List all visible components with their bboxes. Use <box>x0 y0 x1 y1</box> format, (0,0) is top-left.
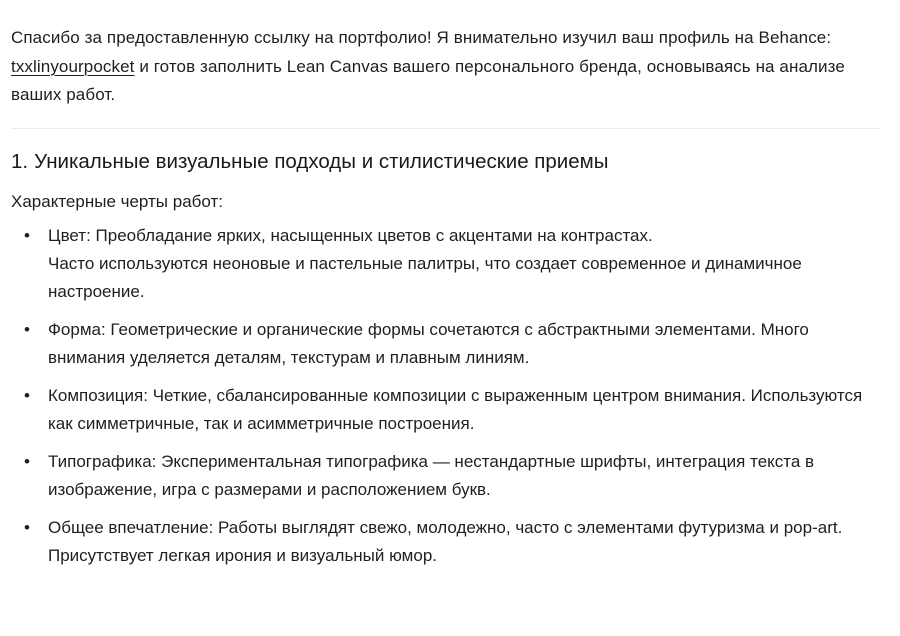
item-text: Преобладание ярких, насыщенных цветов с акцентами на контрастах. <box>90 225 653 245</box>
item-text: Экспериментальная типографика — нестандартные шрифты, интеграция текста в изображение, игра с размерами и расположением букв. <box>48 451 815 499</box>
bullet-icon: • <box>24 319 30 339</box>
bullet-icon: • <box>24 517 30 537</box>
section-heading <box>11 146 880 178</box>
item-term: Общее впечатление: <box>48 517 214 537</box>
bullet-icon: • <box>24 451 30 471</box>
item-text: Четкие, сбалансированные композиции с выраженным центром внимания. Используются как симметричные, так и асимметричные построения. <box>48 385 863 433</box>
item-text: Работы выглядят свежо, молодежно, часто с элементами футуризма и pop-art. Присутствует легкая ирония и визуальный юмор. <box>48 517 843 565</box>
item-term: Типографика: <box>48 451 157 471</box>
behance-profile-link[interactable]: txxlinyourpocket <box>11 56 135 76</box>
traits-list <box>11 222 880 570</box>
section-title: Уникальные визуальные подходы и стилистические приемы <box>34 149 609 173</box>
bullet-icon: • <box>24 385 30 405</box>
list-item-typography <box>11 448 880 504</box>
section-number: 1. <box>11 149 29 173</box>
item-term: Цвет: <box>48 225 91 245</box>
intro-text-before: Спасибо за предоставленную ссылку на портфолио! Я внимательно изучил ваш профиль на Behance: <box>11 28 832 47</box>
item-text-continued: Часто используются неоновые и пастельные палитры, что создает современное и динамичное настроение. <box>48 253 802 301</box>
intro-paragraph <box>11 24 880 110</box>
item-term: Композиция: <box>48 385 148 405</box>
section-lead: Характерные черты работ: <box>11 191 223 211</box>
list-item-overall <box>11 514 880 570</box>
intro-text-after: и готов заполнить Lean Canvas вашего персонального бренда, основываясь на анализе ваших работ. <box>11 56 845 104</box>
bullet-icon: • <box>24 225 30 245</box>
item-term: Форма: <box>48 319 106 339</box>
list-item-composition <box>11 382 880 438</box>
list-item-color <box>11 222 880 306</box>
section-divider <box>11 128 881 129</box>
list-item-form <box>11 316 880 372</box>
item-text: Геометрические и органические формы сочетаются с абстрактными элементами. Много внимания уделяется деталям, текстурам и плавным линиям. <box>48 319 809 367</box>
